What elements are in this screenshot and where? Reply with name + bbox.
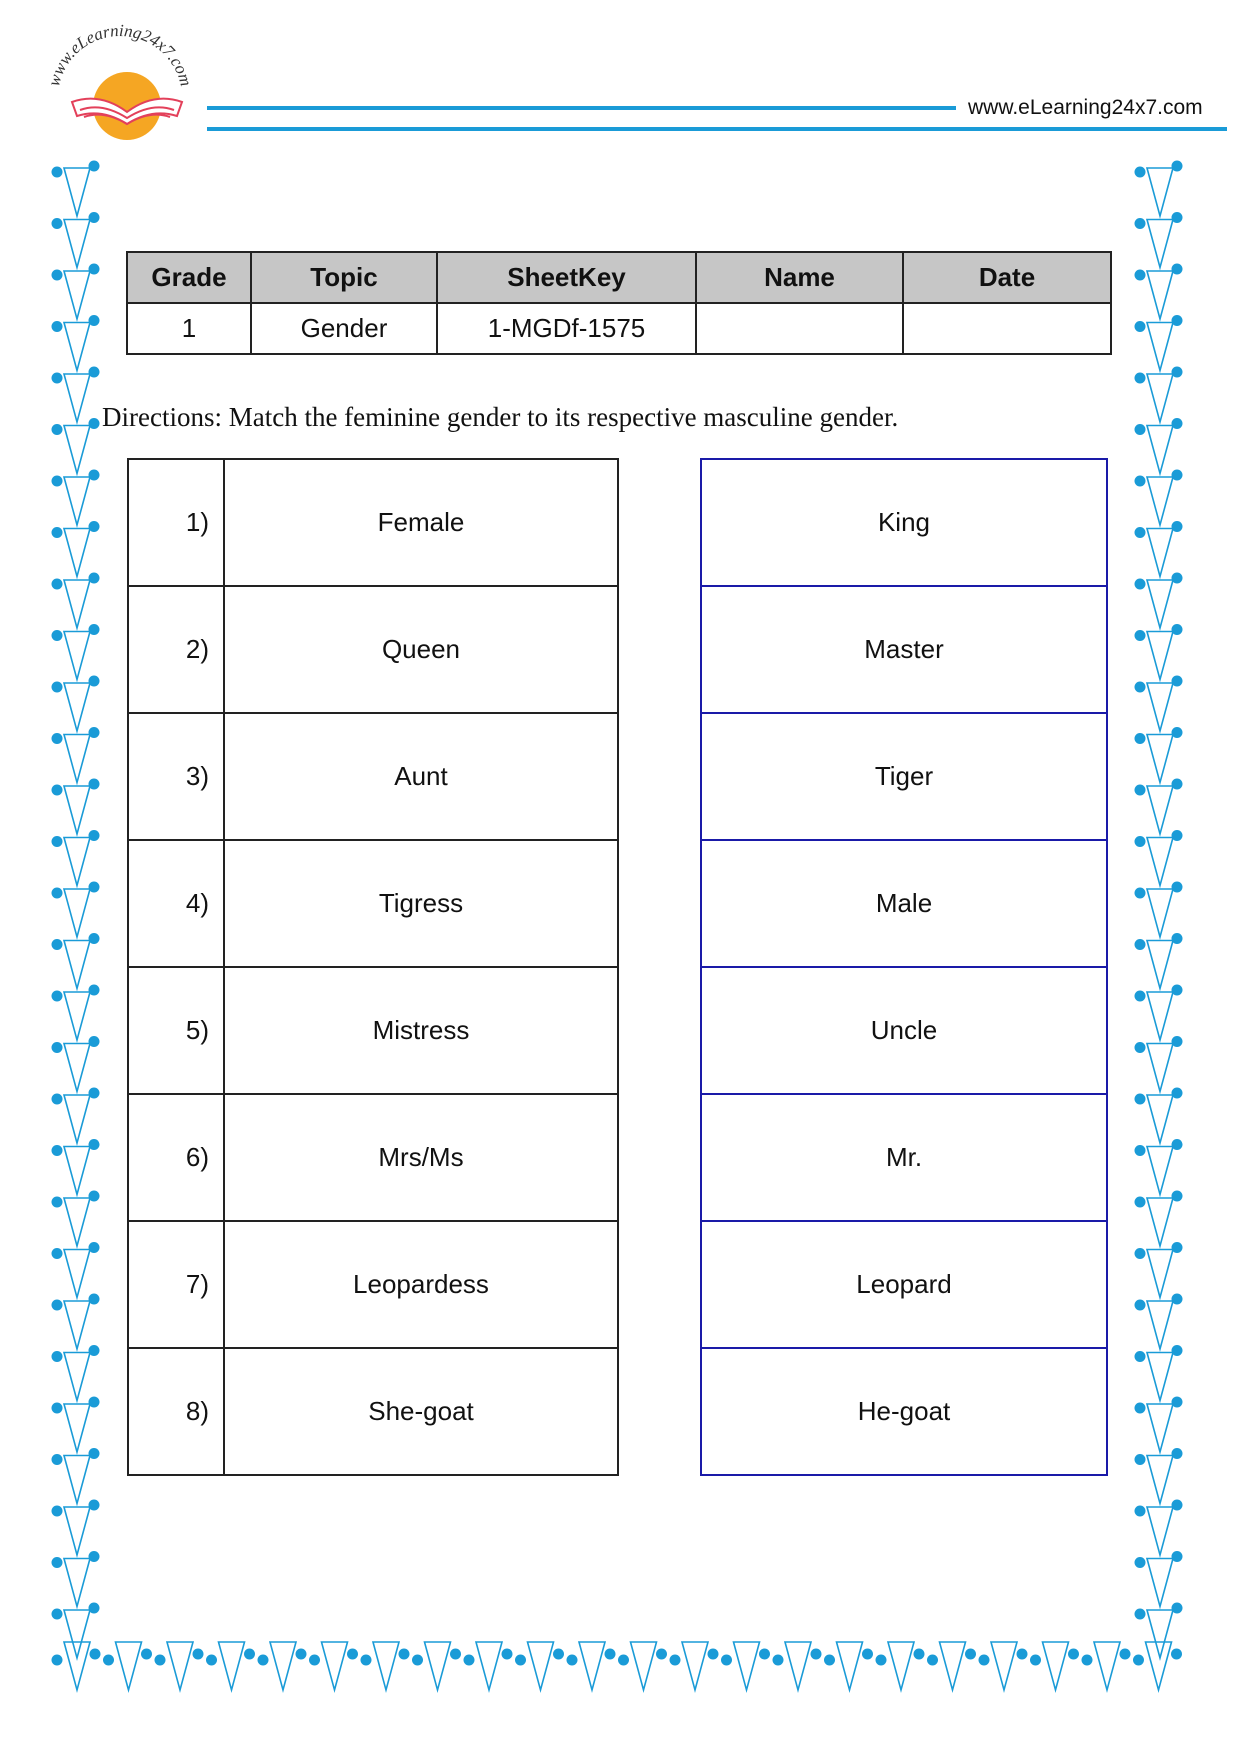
left-row bbox=[128, 967, 618, 1094]
border-dot bbox=[1030, 1655, 1041, 1666]
border-triangle bbox=[64, 374, 90, 422]
border-dot bbox=[1135, 1506, 1146, 1517]
border-dot bbox=[89, 367, 100, 378]
border-dot bbox=[52, 527, 63, 538]
border-dot bbox=[1135, 527, 1146, 538]
border-dot bbox=[52, 888, 63, 899]
border-dot bbox=[1135, 682, 1146, 693]
border-dot bbox=[89, 985, 100, 996]
item-number: 4) bbox=[128, 840, 224, 967]
left-row bbox=[128, 586, 618, 713]
border-triangle bbox=[1043, 1642, 1069, 1690]
item-number: 7) bbox=[128, 1221, 224, 1348]
border-dot bbox=[1135, 1094, 1146, 1105]
border-dot bbox=[708, 1649, 719, 1660]
border-triangle bbox=[64, 735, 90, 783]
feminine-word[interactable]: Queen bbox=[224, 586, 618, 713]
border-dot bbox=[399, 1649, 410, 1660]
border-dot bbox=[1068, 1649, 1079, 1660]
right-row bbox=[701, 586, 1107, 713]
logo-arc-text: www.eLearning24x7.com bbox=[44, 20, 196, 89]
border-dot bbox=[927, 1655, 938, 1666]
right-row bbox=[701, 459, 1107, 586]
masculine-word[interactable]: Male bbox=[701, 840, 1107, 967]
sheetkey-header: SheetKey bbox=[437, 252, 696, 303]
border-triangle bbox=[1147, 735, 1173, 783]
directions-text: Directions: Match the feminine gender to its respective masculine gender. bbox=[102, 402, 899, 432]
border-dot bbox=[1135, 1351, 1146, 1362]
border-dot bbox=[1135, 424, 1146, 435]
border-dot bbox=[52, 1300, 63, 1311]
border-triangle bbox=[64, 683, 90, 731]
border-triangle bbox=[991, 1642, 1017, 1690]
masculine-word[interactable]: King bbox=[701, 459, 1107, 586]
border-dot bbox=[1135, 270, 1146, 281]
border-triangle bbox=[64, 838, 90, 886]
border-triangle bbox=[837, 1642, 863, 1690]
border-dot bbox=[90, 1649, 101, 1660]
border-dot bbox=[89, 624, 100, 635]
border-dot bbox=[52, 424, 63, 435]
border-triangle bbox=[64, 1147, 90, 1195]
border-dot bbox=[515, 1655, 526, 1666]
border-dot bbox=[1135, 630, 1146, 641]
border-dot bbox=[1172, 676, 1183, 687]
border-triangle bbox=[1147, 1456, 1173, 1504]
border-triangle bbox=[1147, 580, 1173, 628]
border-dot bbox=[567, 1655, 578, 1666]
border-dot bbox=[1017, 1649, 1028, 1660]
border-triangle bbox=[64, 168, 90, 216]
border-dot bbox=[1135, 1042, 1146, 1053]
border-dot bbox=[1172, 727, 1183, 738]
border-triangle bbox=[64, 1095, 90, 1143]
border-dot bbox=[1172, 882, 1183, 893]
border-dot bbox=[824, 1655, 835, 1666]
border-triangle bbox=[1147, 941, 1173, 989]
border-dot bbox=[89, 161, 100, 172]
masculine-word[interactable]: Tiger bbox=[701, 713, 1107, 840]
border-dot bbox=[52, 270, 63, 281]
border-dot bbox=[1172, 1294, 1183, 1305]
border-dot bbox=[89, 676, 100, 687]
item-number: 1) bbox=[128, 459, 224, 586]
masculine-table bbox=[700, 458, 1108, 1476]
border-dot bbox=[52, 1557, 63, 1568]
right-row bbox=[701, 840, 1107, 967]
border-triangle bbox=[64, 1353, 90, 1401]
border-dot bbox=[52, 1145, 63, 1156]
border-dot bbox=[1135, 939, 1146, 950]
border-dot bbox=[361, 1655, 372, 1666]
item-number: 2) bbox=[128, 586, 224, 713]
border-dot bbox=[1172, 1036, 1183, 1047]
border-triangle bbox=[64, 1404, 90, 1452]
left-row bbox=[128, 1348, 618, 1475]
border-dot bbox=[1135, 1403, 1146, 1414]
border-dot bbox=[1135, 836, 1146, 847]
border-dot bbox=[1172, 470, 1183, 481]
border-dot bbox=[193, 1649, 204, 1660]
border-triangle bbox=[64, 220, 90, 268]
info-header-row bbox=[127, 252, 1111, 303]
border-dot bbox=[759, 1649, 770, 1660]
border-dot bbox=[141, 1649, 152, 1660]
border-triangle bbox=[528, 1642, 554, 1690]
feminine-word[interactable]: Mistress bbox=[224, 967, 618, 1094]
topic-value: Gender bbox=[251, 303, 437, 354]
border-triangle bbox=[1147, 271, 1173, 319]
border-dot bbox=[89, 1242, 100, 1253]
border-dot bbox=[1172, 1139, 1183, 1150]
border-triangle bbox=[579, 1642, 605, 1690]
border-dot bbox=[1172, 1191, 1183, 1202]
border-dot bbox=[1082, 1655, 1093, 1666]
border-dot bbox=[811, 1649, 822, 1660]
sheetkey-value: 1-MGDf-1575 bbox=[437, 303, 696, 354]
border-dot bbox=[450, 1649, 461, 1660]
item-number: 3) bbox=[128, 713, 224, 840]
masculine-word[interactable]: Leopard bbox=[701, 1221, 1107, 1348]
left-row bbox=[128, 1221, 618, 1348]
border-dot bbox=[52, 630, 63, 641]
border-dot bbox=[1172, 1603, 1183, 1614]
border-triangle bbox=[1147, 1353, 1173, 1401]
border-dot bbox=[89, 1139, 100, 1150]
border-triangle bbox=[1147, 683, 1173, 731]
border-triangle bbox=[476, 1642, 502, 1690]
border-triangle bbox=[64, 580, 90, 628]
border-dot bbox=[618, 1655, 629, 1666]
border-dot bbox=[605, 1649, 616, 1660]
border-dot bbox=[52, 1655, 63, 1666]
border-dot bbox=[52, 785, 63, 796]
border-dot bbox=[1135, 373, 1146, 384]
border-dot bbox=[89, 521, 100, 532]
border-dot bbox=[914, 1649, 925, 1660]
border-dot bbox=[1135, 785, 1146, 796]
item-number: 6) bbox=[128, 1094, 224, 1221]
border-dot bbox=[52, 476, 63, 487]
border-dot bbox=[52, 1403, 63, 1414]
border-triangle bbox=[64, 941, 90, 989]
border-dot bbox=[1135, 991, 1146, 1002]
border-triangle bbox=[1147, 889, 1173, 937]
border-dot bbox=[89, 1397, 100, 1408]
border-dot bbox=[1172, 624, 1183, 635]
masculine-word[interactable]: He-goat bbox=[701, 1348, 1107, 1475]
border-dot bbox=[52, 836, 63, 847]
border-triangle bbox=[64, 1301, 90, 1349]
border-triangle bbox=[940, 1642, 966, 1690]
border-dot bbox=[876, 1655, 887, 1666]
border-dot bbox=[89, 212, 100, 223]
border-dot bbox=[52, 218, 63, 229]
border-dot bbox=[1135, 1454, 1146, 1465]
border-triangle bbox=[64, 529, 90, 577]
border-dot bbox=[1135, 1145, 1146, 1156]
border-dot bbox=[1135, 218, 1146, 229]
border-triangle bbox=[1146, 1642, 1172, 1690]
masculine-word[interactable]: Uncle bbox=[701, 967, 1107, 1094]
right-row bbox=[701, 1348, 1107, 1475]
border-dot bbox=[1172, 933, 1183, 944]
border-dot bbox=[52, 991, 63, 1002]
border-dot bbox=[89, 1500, 100, 1511]
border-dot bbox=[103, 1655, 114, 1666]
border-triangle bbox=[1147, 323, 1173, 371]
border-dot bbox=[52, 1351, 63, 1362]
border-triangle bbox=[64, 1507, 90, 1555]
border-dot bbox=[1135, 1557, 1146, 1568]
border-dot bbox=[1172, 161, 1183, 172]
border-dot bbox=[89, 573, 100, 584]
border-dot bbox=[52, 579, 63, 590]
border-dot bbox=[52, 733, 63, 744]
border-triangle bbox=[64, 477, 90, 525]
border-triangle bbox=[1147, 220, 1173, 268]
border-triangle bbox=[64, 323, 90, 371]
right-row bbox=[701, 1094, 1107, 1221]
border-dot bbox=[89, 1603, 100, 1614]
feminine-word[interactable]: Leopardess bbox=[224, 1221, 618, 1348]
left-row bbox=[128, 840, 618, 967]
border-dot bbox=[1135, 733, 1146, 744]
border-dot bbox=[1120, 1649, 1131, 1660]
border-dot bbox=[52, 373, 63, 384]
border-triangle bbox=[1147, 374, 1173, 422]
border-dot bbox=[1135, 579, 1146, 590]
border-dot bbox=[1172, 264, 1183, 275]
border-dot bbox=[1172, 985, 1183, 996]
border-triangle bbox=[1094, 1642, 1120, 1690]
border-triangle bbox=[734, 1642, 760, 1690]
feminine-word[interactable]: Mrs/Ms bbox=[224, 1094, 618, 1221]
border-dot bbox=[773, 1655, 784, 1666]
border-dot bbox=[965, 1649, 976, 1660]
border-dot bbox=[464, 1655, 475, 1666]
border-triangle bbox=[116, 1642, 142, 1690]
date-header: Date bbox=[903, 252, 1111, 303]
feminine-word[interactable]: She-goat bbox=[224, 1348, 618, 1475]
name-field[interactable] bbox=[696, 303, 903, 354]
border-dot bbox=[1172, 1551, 1183, 1562]
item-number: 5) bbox=[128, 967, 224, 1094]
border-triangle bbox=[1147, 168, 1173, 216]
border-triangle bbox=[64, 889, 90, 937]
border-triangle bbox=[322, 1642, 348, 1690]
right-row bbox=[701, 1221, 1107, 1348]
border-dot bbox=[347, 1649, 358, 1660]
feminine-table bbox=[127, 458, 619, 1476]
border-dot bbox=[1172, 1500, 1183, 1511]
border-dot bbox=[1172, 573, 1183, 584]
border-dot bbox=[502, 1649, 513, 1660]
border-triangle bbox=[1147, 1301, 1173, 1349]
border-dot bbox=[1171, 1649, 1182, 1660]
border-dot bbox=[89, 1551, 100, 1562]
border-dot bbox=[89, 1448, 100, 1459]
border-dot bbox=[89, 933, 100, 944]
right-row bbox=[701, 713, 1107, 840]
border-dot bbox=[244, 1649, 255, 1660]
border-triangle bbox=[682, 1642, 708, 1690]
left-row bbox=[128, 1094, 618, 1221]
border-dot bbox=[52, 1094, 63, 1105]
border-dot bbox=[89, 315, 100, 326]
border-triangle bbox=[64, 1044, 90, 1092]
border-triangle bbox=[1147, 1507, 1173, 1555]
border-dot bbox=[1135, 1609, 1146, 1620]
border-dot bbox=[89, 1294, 100, 1305]
feminine-word[interactable]: Female bbox=[224, 459, 618, 586]
border-triangle bbox=[1147, 477, 1173, 525]
border-dot bbox=[1172, 315, 1183, 326]
border-dot bbox=[412, 1655, 423, 1666]
border-triangle bbox=[167, 1642, 193, 1690]
border-dot bbox=[52, 1506, 63, 1517]
masculine-word[interactable]: Mr. bbox=[701, 1094, 1107, 1221]
border-dot bbox=[52, 1042, 63, 1053]
border-dot bbox=[89, 1191, 100, 1202]
border-dot bbox=[862, 1649, 873, 1660]
border-triangle bbox=[1147, 786, 1173, 834]
border-dot bbox=[656, 1649, 667, 1660]
border-dot bbox=[553, 1649, 564, 1660]
border-dot bbox=[52, 1454, 63, 1465]
border-triangle bbox=[425, 1642, 451, 1690]
border-triangle bbox=[64, 426, 90, 474]
border-triangle bbox=[1147, 1147, 1173, 1195]
border-dot bbox=[52, 167, 63, 178]
item-number: 8) bbox=[128, 1348, 224, 1475]
border-dot bbox=[1172, 367, 1183, 378]
border-dot bbox=[52, 1248, 63, 1259]
border-dot bbox=[1172, 779, 1183, 790]
border-dot bbox=[206, 1655, 217, 1666]
info-value-row bbox=[127, 303, 1111, 354]
border-triangle bbox=[64, 1559, 90, 1607]
border-dot bbox=[89, 1036, 100, 1047]
border-triangle bbox=[64, 992, 90, 1040]
info-table bbox=[126, 251, 1112, 355]
border-dot bbox=[1172, 521, 1183, 532]
border-dot bbox=[155, 1655, 166, 1666]
border-triangle bbox=[1147, 426, 1173, 474]
border-triangle bbox=[64, 786, 90, 834]
border-dot bbox=[1135, 888, 1146, 899]
border-dot bbox=[52, 939, 63, 950]
border-triangle bbox=[64, 1250, 90, 1298]
border-dot bbox=[52, 321, 63, 332]
border-triangle bbox=[270, 1642, 296, 1690]
border-triangle bbox=[219, 1642, 245, 1690]
border-dot bbox=[1135, 1300, 1146, 1311]
border-dot bbox=[89, 727, 100, 738]
border-dot bbox=[89, 1088, 100, 1099]
border-triangle bbox=[64, 1198, 90, 1246]
feminine-word[interactable]: Tigress bbox=[224, 840, 618, 967]
grade-value: 1 bbox=[127, 303, 251, 354]
border-dot bbox=[1172, 1242, 1183, 1253]
border-triangle bbox=[1147, 1095, 1173, 1143]
border-dot bbox=[1135, 167, 1146, 178]
feminine-word[interactable]: Aunt bbox=[224, 713, 618, 840]
border-dot bbox=[1172, 1448, 1183, 1459]
border-dot bbox=[52, 682, 63, 693]
left-row bbox=[128, 459, 618, 586]
border-dot bbox=[1133, 1655, 1144, 1666]
border-triangle bbox=[64, 1456, 90, 1504]
topic-header: Topic bbox=[251, 252, 437, 303]
border-triangle bbox=[1147, 1044, 1173, 1092]
grade-header: Grade bbox=[127, 252, 251, 303]
border-dot bbox=[89, 882, 100, 893]
border-dot bbox=[258, 1655, 269, 1666]
border-triangle bbox=[1147, 1559, 1173, 1607]
border-dot bbox=[1172, 1345, 1183, 1356]
border-dot bbox=[89, 1345, 100, 1356]
border-triangle bbox=[1147, 1198, 1173, 1246]
border-dot bbox=[670, 1655, 681, 1666]
border-triangle bbox=[373, 1642, 399, 1690]
border-dot bbox=[1135, 1248, 1146, 1259]
border-triangle bbox=[1147, 992, 1173, 1040]
border-dot bbox=[1172, 212, 1183, 223]
border-dot bbox=[52, 1609, 63, 1620]
border-triangle bbox=[1147, 529, 1173, 577]
border-dot bbox=[1172, 1397, 1183, 1408]
name-header: Name bbox=[696, 252, 903, 303]
border-dot bbox=[1172, 1088, 1183, 1099]
border-triangle bbox=[64, 271, 90, 319]
border-triangle bbox=[64, 1610, 90, 1658]
site-url: www.eLearning24x7.com bbox=[968, 96, 1203, 119]
border-dot bbox=[1135, 1197, 1146, 1208]
left-row bbox=[128, 713, 618, 840]
border-dot bbox=[296, 1649, 307, 1660]
border-triangle bbox=[64, 632, 90, 680]
border-dot bbox=[721, 1655, 732, 1666]
border-triangle bbox=[1147, 838, 1173, 886]
border-triangle bbox=[1147, 632, 1173, 680]
border-triangle bbox=[64, 1642, 90, 1690]
border-dot bbox=[89, 830, 100, 841]
border-dot bbox=[309, 1655, 320, 1666]
border-dot bbox=[89, 418, 100, 429]
date-field[interactable] bbox=[903, 303, 1111, 354]
masculine-word[interactable]: Master bbox=[701, 586, 1107, 713]
border-dot bbox=[89, 470, 100, 481]
border-triangle bbox=[1147, 1250, 1173, 1298]
border-dot bbox=[1172, 418, 1183, 429]
right-row bbox=[701, 967, 1107, 1094]
border-dot bbox=[1135, 321, 1146, 332]
border-dot bbox=[89, 264, 100, 275]
border-dot bbox=[52, 1197, 63, 1208]
border-dot bbox=[1172, 830, 1183, 841]
border-triangle bbox=[631, 1642, 657, 1690]
border-triangle bbox=[785, 1642, 811, 1690]
border-triangle bbox=[888, 1642, 914, 1690]
border-dot bbox=[89, 779, 100, 790]
border-dot bbox=[1135, 476, 1146, 487]
border-triangle bbox=[1147, 1404, 1173, 1452]
border-dot bbox=[979, 1655, 990, 1666]
